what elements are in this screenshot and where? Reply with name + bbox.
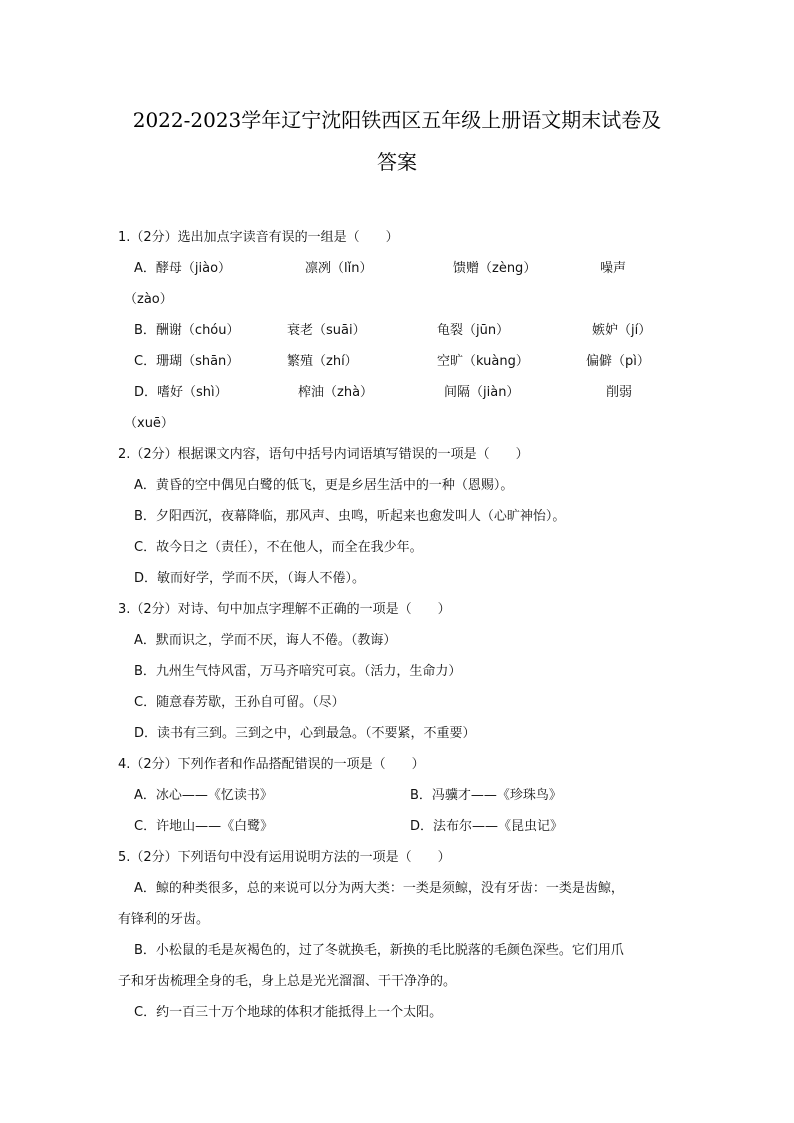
- q5-option-b-line2: 子和牙齿梳理全身的毛，身上总是光光溜溜、干干净净的。: [118, 974, 457, 989]
- q1-option-b-item2: 衰老（suāi）: [287, 323, 366, 338]
- q1-option-a-item1: A．酵母（jiào）: [134, 261, 232, 276]
- question-2-stem: 2.（2分）根据课文内容，语句中括号内词语填写错误的一项是（ ）: [118, 447, 529, 462]
- q1-option-c-item3: 空旷（kuàng）: [437, 354, 529, 369]
- q1-option-b-item3: 龟裂（jūn）: [437, 323, 510, 338]
- q2-option-c: C．故今日之（责任），不在他人，而全在我少年。: [134, 540, 423, 555]
- q1-option-d-item2: 榨油（zhà）: [298, 385, 374, 400]
- question-4-stem: 4.（2分）下列作者和作品搭配错误的一项是（ ）: [118, 757, 425, 772]
- document-title-line1: 2022-2023学年辽宁沈阳铁西区五年级上册语文期末试卷及: [132, 108, 662, 132]
- q1-option-a-item4: 噪声: [600, 261, 627, 276]
- q2-option-d: D．敏而好学，学而不厌，（诲人不倦）。: [134, 571, 366, 586]
- q4-option-b: B．冯骥才——《珍珠鸟》: [410, 788, 562, 803]
- q3-option-b: B．九州生气恃风雷，万马齐喑究可哀。（活力，生命力）: [134, 664, 462, 679]
- q1-option-c-item2: 繁殖（zhí）: [287, 354, 358, 369]
- document-title-line2: 答案: [377, 150, 417, 174]
- q1-option-a-wrap: （zào）: [124, 292, 173, 307]
- q4-option-a: A．冰心——《忆读书》: [134, 788, 273, 803]
- q1-option-c-item1: C．珊瑚（shān）: [134, 354, 240, 369]
- q1-option-a-item3: 馈赠（zèng）: [453, 261, 537, 276]
- q5-option-a-line1: A．鲸的种类很多，总的来说可以分为两大类：一类是须鲸，没有牙齿：一类是齿鲸，: [134, 881, 624, 896]
- question-3-stem: 3.（2分）对诗、句中加点字理解不正确的一项是（ ）: [118, 602, 451, 617]
- q1-option-b-item4: 嫉妒（jí）: [592, 323, 652, 338]
- q1-option-d-item4: 削弱: [606, 385, 633, 400]
- q5-option-a-line2: 有锋利的牙齿。: [118, 912, 210, 927]
- q5-option-b-line1: B．小松鼠的毛是灰褐色的，过了冬就换毛，新换的毛比脱落的毛颜色深些。它们用爪: [134, 943, 624, 958]
- q1-option-d-item3: 间隔（jiàn）: [444, 385, 520, 400]
- q1-option-a-item2: 凛冽（lǐn）: [305, 261, 373, 276]
- q5-option-c: C．约一百三十万个地球的体积才能抵得上一个太阳。: [134, 1005, 443, 1020]
- q4-option-d: D．法布尔——《昆虫记》: [410, 819, 564, 834]
- q3-option-a: A．默而识之，学而不厌，诲人不倦。（教诲）: [134, 633, 397, 648]
- q1-option-d-wrap: （xuē）: [124, 416, 174, 431]
- question-5-stem: 5.（2分）下列语句中没有运用说明方法的一项是（ ）: [118, 850, 451, 865]
- q3-option-c: C．随意春芳歇，王孙自可留。（尽）: [134, 695, 345, 710]
- question-1-stem: 1.（2分）选出加点字读音有误的一组是（ ）: [118, 230, 399, 245]
- q1-option-d-item1: D．嗜好（shì）: [134, 385, 228, 400]
- q3-option-d: D．读书有三到。三到之中，心到最急。（不要紧，不重要）: [134, 726, 476, 741]
- q2-option-a: A．黄昏的空中偶见白鹭的低飞，更是乡居生活中的一种（恩赐）。: [134, 478, 514, 493]
- q1-option-c-item4: 偏僻（pì）: [586, 354, 650, 369]
- q2-option-b: B．夕阳西沉，夜幕降临，那风声、虫鸣，听起来也愈发叫人（心旷神怡）。: [134, 509, 566, 524]
- q4-option-c: C．许地山——《白鹭》: [134, 819, 274, 834]
- q1-option-b-item1: B．酬谢（chóu）: [134, 323, 240, 338]
